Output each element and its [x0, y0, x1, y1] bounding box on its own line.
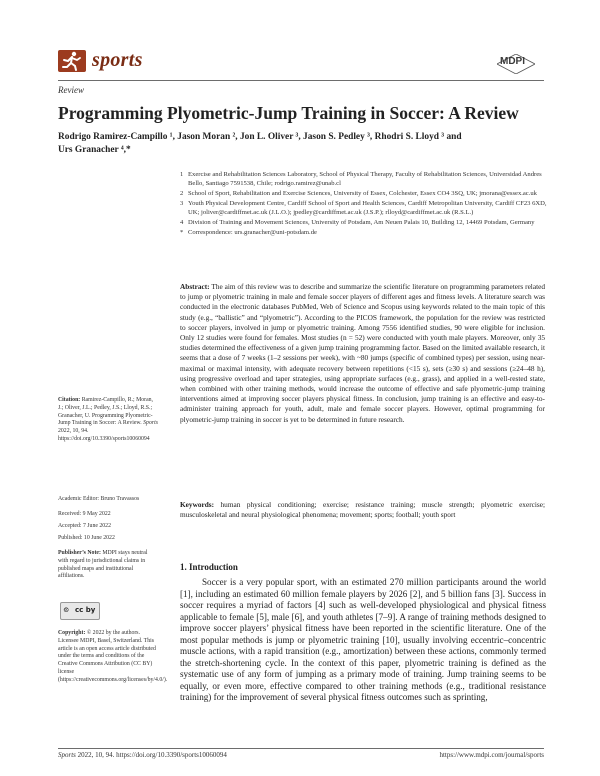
received-date: Received: 9 May 2022 — [58, 511, 111, 517]
introduction-text: Soccer is a very popular sport, with an estimated 270 million participants around the world [1], including an estimated 60 million female players by 2026 [2], and 5 billion fans [3]. Success in soccer requires a myriad of factors [4] such as well-developed physiological and physical fitness applicable to female [5], male [6], and youth athletes [7–9]. A range of training methods designed to improve soccer players’ physical fitness have been reported in the scientific literature. One of the most popular methods is jump or plyometric training [10], usually involving eccentric–concentric muscle actions, with a rapid transition (e.g., amortization) between these actions, commonly termed the stretch-shortening cycle. In the context of this paper, plyometric training is defined as the systematic use of any form of jumping as a primary mode of training. Jump training seems to be equally, or even more, effective compared to other training methods (e.g., traditional resistance training) for the improvement of several physical fitness outcomes such as sprinting, — [180, 577, 546, 702]
author-line-2: Urs Granacher ⁴,* — [58, 145, 131, 155]
runner-icon — [58, 50, 86, 72]
affiliation-item: 1 Exercise and Rehabilitation Sciences Laboratory, School of Physical Therapy, Faculty of Rehabilitation Sciences, Universidad Andres Bello, Santiago 7591538, Chile; rodrigo.ramirez@unab.cl — [180, 171, 542, 187]
citation-doi-link[interactable]: 2022, 10, 94. https://doi.org/10.3390/sports10060094 — [58, 428, 150, 442]
publisher-note: Publisher’s Note: MDPI stays neutral with regard to jurisdictional claims in published maps and institutional affiliations. — [58, 550, 148, 580]
footer-journal-link[interactable]: https://www.mdpi.com/journal/sports — [439, 751, 544, 759]
author-line-1: Rodrigo Ramirez-Campillo ¹, Jason Moran ², Jon L. Oliver ³, Jason S. Pedley ³, Rhodri S. Lloyd ³ and — [58, 132, 462, 142]
abstract — [180, 282, 545, 425]
affiliation-item: 4 Division of Training and Movement Sciences, University of Potsdam, Am Neuen Palais 10, Building 12, 14469 Potsdam, Germany — [180, 219, 535, 227]
header-rule — [58, 80, 544, 81]
abstract-text: The aim of this review was to describe and summarize the scientific literature on programming parameters related to jump or plyometric training in male and female soccer players of different ages and fitness levels. A literature search was conducted in the electronic databases PubMed, Web of Science and Scopus using keywords related to the main topic of this study (e.g., “ballistic” and “plyometric”). According to the PICOS framework, the population for the review was restricted to soccer players, involved in jump or plyometric training. Among 7556 identified studies, 90 were eligible for inclusion. Only 12 studies were found for females. Most studies (n = 52) were conducted with youth male players. Moreover, only 35 studies determined the effectiveness of a given jump training programming factor. Based on the limited available research, it seems that a dose of 7 weeks (1–2 sessions per week), with ~80 jumps (specific of combined types) per session, using near-maximal or maximal intensity, with adequate recovery between repetitions (<15 s), sets (≥30 s) and sessions (≥24–48 h), using progressive overload and taper strategies, using appropriate surfaces (e.g., grass), and applied in a well-rested state, when combined with other training methods, would increase the outcome of effective and safe plyometric-jump training interventions aimed at improving soccer players physical fitness. In conclusion, jump training is an effective and easy-to-administer training approach for youth, adult, male and female soccer players. However, optimal programming for plyometric-jump training in soccer is yet to be determined in future research. — [180, 282, 545, 424]
citation-block: Citation: Ramirez-Campillo, R.; Moran, J.; Oliver, J.L.; Pedley, J.S.; Lloyd, R.S.; Granacher, U. Programming Plyometric-Jump Training in Soccer: A Review. Sports 2022, 10, 94. https://doi.org/10.3390/sports10060094 — [58, 397, 158, 442]
accepted-date: Accepted: 7 June 2022 — [58, 523, 111, 529]
cc-license-badge[interactable]: 🅭 cc by — [60, 602, 100, 620]
footer-citation: Sports 2022, 10, 94. https://doi.org/10.3390/sports10060094 — [58, 751, 227, 759]
footer-rule — [58, 748, 544, 749]
affiliations — [180, 171, 550, 239]
author-list — [58, 131, 538, 157]
copyright-notice: Copyright: © 2022 by the authors. Licensee MDPI, Basel, Switzerland. This article is an open access article distributed under the terms and conditions of the Creative Commons Attribution (CC BY) license (https://creativecommons.org/licenses/by/4.0/). — [58, 630, 168, 683]
keywords-text: human physical conditioning; exercise; resistance training; muscle strength; plyometric exercise; musculoskeletal and neural physiological phenomena; movement; sports; football; youth sport — [180, 500, 545, 520]
affiliation-item: 2 School of Sport, Rehabilitation and Exercise Sciences, University of Essex, Colchester, Essex CO4 3SQ, UK; jmorana@essex.ac.uk — [180, 190, 537, 197]
affiliation-item: 3 Youth Physical Development Centre, Cardiff School of Sport and Health Sciences, Cardiff Metropolitan University, Cardiff CF23 6XD, UK; joliver@cardiffmet.ac.uk (J.L.O.); jpedley@cardiffmet.ac.uk (J.S.P.); rlloyd@cardiffmet.ac.uk (R.S.L.) — [180, 200, 547, 216]
section-heading: 1. Introduction — [180, 562, 238, 572]
article-type: Review — [58, 85, 84, 95]
keywords — [180, 500, 545, 520]
journal-name: sports — [92, 49, 143, 71]
cc-icon: 🅭 — [64, 606, 69, 614]
academic-editor: Academic Editor: Bruno Travassos — [58, 496, 140, 502]
keywords-label: Keywords: — [180, 500, 215, 509]
abstract-label: Abstract: — [180, 282, 210, 291]
publisher-logo-text: MDPI — [500, 56, 525, 67]
paper-title: Programming Plyometric-Jump Training in Soccer: A Review — [58, 103, 519, 123]
journal-logo — [58, 50, 86, 72]
published-date: Published: 10 June 2022 — [58, 535, 115, 541]
correspondence: * Correspondence: urs.granacher@uni-potsdam.de — [180, 229, 317, 237]
